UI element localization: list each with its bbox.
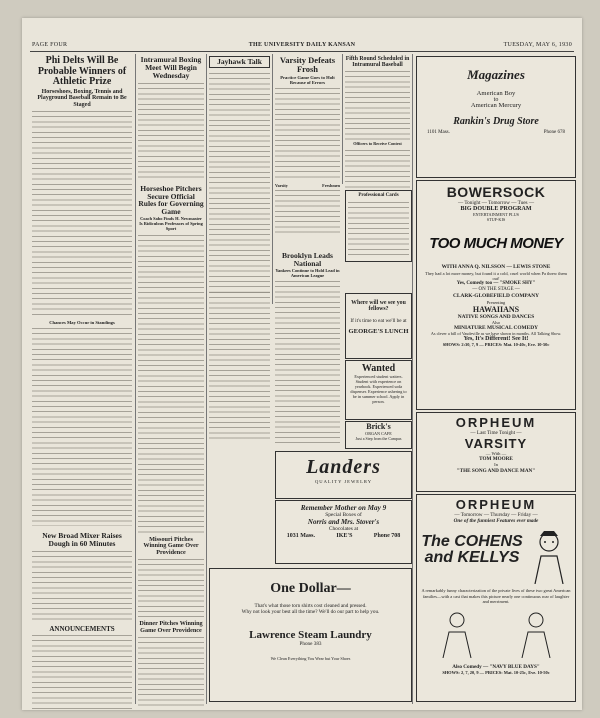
orpheum-title: ORPHEUM (455, 415, 537, 430)
mother-footer (276, 533, 411, 539)
bowersock-presents: Presenting (486, 299, 506, 305)
magazines-addr: 1101 Mass. (427, 129, 450, 135)
headline-dinner: Dinner Pitches Winning Game Over Providence (139, 620, 203, 634)
article-body (345, 148, 410, 188)
bowersock-note: As clever a bill of Vaudeville as we have shown in months. All Talking Show. (430, 331, 562, 337)
bowersock-tagline: They had a lot more money, but found it a cold, cruel world when Pa threw them out! (425, 270, 567, 281)
article-body (138, 233, 204, 533)
subhead-horseshoe: Coach Sabo Finds H. Newmaster Is Ridiculous Professors of Spring Sport (139, 216, 203, 231)
page-number: PAGE FOUR (32, 42, 68, 48)
landers-ad (275, 451, 412, 499)
headline-brooklyn: Brooklyn Leads National (282, 251, 333, 268)
figure-illustration (516, 610, 556, 658)
column-5 (345, 54, 410, 189)
laundry-name: Lawrence Steam Laundry (249, 629, 372, 642)
mother-line4: Chocolates at (328, 526, 359, 533)
headline-missouri: Missouri Pitches Winning Game Over Providence (143, 535, 199, 556)
mother-addr: 1031 Mass. (286, 533, 316, 540)
orpheum-star: TOM MOORE (479, 455, 513, 462)
article-body (138, 635, 204, 710)
bowersock-miniature: MINIATURE MUSICAL COMEDY (453, 324, 539, 331)
caricature-illustration (527, 528, 571, 584)
subhead-officers: Officers to Receive Contest (353, 141, 402, 147)
bowersock-title: BOWERSOCK (446, 184, 546, 200)
movie-title-cohens-kellys: The COHENS and KELLYS (421, 533, 523, 567)
orpheum-varsity-ad (416, 412, 576, 492)
article-body (209, 71, 270, 296)
bowersock-line2: BIG DOUBLE PROGRAM (460, 206, 532, 213)
magazines-store: Rankin's Drug Store (453, 115, 539, 127)
article-body (345, 69, 410, 141)
subhead-brooklyn: Yankees Continue to Hold Lead in American League (275, 267, 340, 278)
orpheum-in: In (494, 462, 498, 468)
laundry-line1: That's what those torn shirts cost cleaned and pressed. (254, 603, 367, 609)
column-divider (342, 54, 343, 184)
newspaper-title: THE UNIVERSITY DAILY KANSAN (248, 42, 356, 48)
lineup-table (275, 188, 340, 233)
laundry-tagline: We Clean Everything You Wear but Your Shoes (270, 655, 351, 661)
headline-boxing: Intramural Boxing Meet Will Begin Wednesday (140, 55, 202, 80)
bowersock-act: CLARK-GLOBEFIELD COMPANY (452, 293, 539, 300)
bricks-name: Brick's (366, 422, 391, 431)
headline-phi-delts: Phi Delts Will Be Probable Winners of Athletic Prize (37, 55, 127, 87)
wanted-title: Wanted (361, 363, 396, 374)
lunch-name: GEORGE'S LUNCH (348, 327, 409, 335)
bowersock-hawaiians: HAWAIIANS (472, 304, 520, 314)
header-rule (30, 51, 574, 52)
mother-line1: Remember Mother on May 9 (300, 504, 387, 512)
figure-illustration (437, 610, 477, 658)
column-2 (138, 54, 204, 704)
orpheum-cohens-ad (416, 494, 576, 702)
magazines-line3: American Mercury (470, 102, 522, 110)
cohens-comedy: Also Comedy — "NAVY BLUE DAYS" (452, 664, 540, 671)
bowersock-shows: SHOWS: 2:30, 7, 9 — PRICES: Mat. 10-40c, Eve. 10-50c (442, 342, 550, 348)
orpheum2-dates: — Tomorrow — Thursday — Friday — (454, 512, 538, 518)
mother-phone: Phone 708 (373, 533, 401, 540)
column-3-lower (209, 290, 270, 440)
laundry-phone: Phone 383 (299, 641, 322, 648)
georges-lunch-ad (345, 293, 412, 359)
lineup-col-varsity: Varsity (275, 182, 288, 188)
subhead-standings: Chances May Occur in Standings (49, 320, 115, 326)
article-body (138, 557, 204, 617)
orpheum-with: — With — (485, 451, 507, 457)
mother-store: IKE'S (336, 533, 353, 540)
article-body (32, 109, 132, 319)
laundry-title: One Dollar— (270, 581, 351, 596)
bowersock-also: Also (491, 319, 501, 325)
landers-name: Landers (306, 456, 381, 478)
bowersock-comedy: Yes, Comedy too — "SMOKE SHY" (456, 281, 536, 287)
headline-varsity-defeats: Varsity Defeats Frosh (279, 55, 336, 74)
headline-jayhawk-talk: Jayhawk Talk (217, 57, 262, 66)
magazines-phone: Phone 678 (543, 129, 565, 135)
headline-fifth-round: Fifth Round Scheduled in Intramural Baseball (345, 56, 410, 69)
magazines-footer (417, 127, 575, 138)
mother-line3: Norris and Mrs. Stover's (307, 518, 380, 527)
bowersock-stage: — ON THE STAGE — (472, 287, 520, 293)
cohens-figures (417, 610, 575, 658)
magazines-line2: to (493, 97, 499, 104)
movie-title-too-much-money: TOO MUCH MONEY (429, 234, 563, 252)
professional-cards-heading: Professional Cards (358, 193, 399, 198)
bowersock-ad (416, 180, 576, 410)
wanted-body: Experienced student waiters. Student with experience on yearbook. Experienced soda dispenser. Experience ushering to be in summer school. Apply in person. (350, 374, 407, 404)
mothers-day-ad (275, 500, 412, 564)
bricks-ad (345, 421, 412, 449)
jayhawk-talk-box (209, 56, 270, 68)
column-divider (272, 54, 273, 304)
orpheum-movie-varsity: VARSITY (464, 436, 528, 452)
orpheum-song: "THE SONG AND DANCE MAN" (456, 467, 536, 474)
cohens-blurb: A remarkably funny characterization of the private lives of these two great American families—with a cast that makes this picture nearly one continuous roar of laughter and merriment. (421, 588, 571, 604)
subhead-phi-delts: Horseshoes, Boxing, Tennis and Playground Baseball Remain to Be Staged (37, 88, 127, 108)
article-body (275, 279, 340, 444)
lunch-eat: If it's time to eat we'll be at (350, 318, 407, 325)
professional-cards-body (348, 200, 409, 258)
issue-date: TUESDAY, MAY 6, 1930 (503, 42, 572, 48)
brooklyn-story (275, 250, 340, 440)
orpheum2-tagline: One of the funniest Features ever made (453, 518, 539, 525)
article-body (32, 549, 132, 621)
article-body (32, 326, 132, 526)
bowersock-different: Yes, It's Different! See It! (463, 336, 529, 343)
newspaper-page (22, 18, 582, 710)
magazines-line1: American Boy (476, 90, 516, 97)
announcements-body (32, 633, 132, 710)
article-body (275, 86, 340, 181)
column-1 (32, 54, 132, 704)
lineup-col-freshmen: Freshmen (322, 182, 340, 188)
landers-tagline: QUALITY JEWELRY (314, 479, 373, 484)
column-divider (206, 54, 207, 704)
subhead-varsity: Practice Game Goes to Holt Because of Errors (280, 74, 335, 85)
wanted-ad (345, 360, 412, 420)
magazines-title: Magazines (467, 67, 525, 82)
cohens-shows: SHOWS: 2, 7, 20, 9 — PRICES: Mat. 10-25c, Eve. 10-50c (442, 670, 550, 676)
lunch-where: Where will we see you fellows? (351, 300, 406, 313)
cohens-illustration-row (417, 528, 575, 584)
bricks-cafe: ORGAN CAFE (365, 431, 392, 436)
bowersock-natives: NATIVE SONGS AND DANCES (457, 313, 535, 320)
laundry-ad (209, 568, 412, 702)
laundry-line2: Why not look your best all the time? We'll do our part to help you. (241, 609, 380, 616)
bowersock-stars: WITH ANNA Q. NILSSON — LEWIS STONE (441, 264, 551, 271)
bowersock-line1: — Tonight — Tomorrow — Tues — (457, 200, 535, 206)
mother-line2: Special Boxes of (325, 512, 362, 518)
article-body (209, 290, 270, 440)
headline-mixer: New Broad Mixer Raises Dough in 60 Minutes (42, 531, 122, 549)
professional-cards-box (345, 190, 412, 262)
bowersock-line3: ENTERTAINMENT PLUS (473, 212, 519, 218)
article-body (138, 81, 204, 181)
column-divider (412, 54, 413, 704)
headline-horseshoe: Horseshoe Pitchers Secure Official Rules for Governing Game (138, 183, 204, 217)
column-divider (135, 54, 136, 704)
bricks-tagline: Just a Step from the Campus (355, 436, 402, 441)
orpheum2-title: ORPHEUM (455, 497, 537, 512)
orpheum-last-time: — Last Time Tonight — (470, 430, 522, 436)
announcements-heading: ANNOUNCEMENTS (49, 625, 115, 634)
magazines-ad (416, 56, 576, 178)
bowersock-line4: STUF-KIS (486, 217, 506, 223)
